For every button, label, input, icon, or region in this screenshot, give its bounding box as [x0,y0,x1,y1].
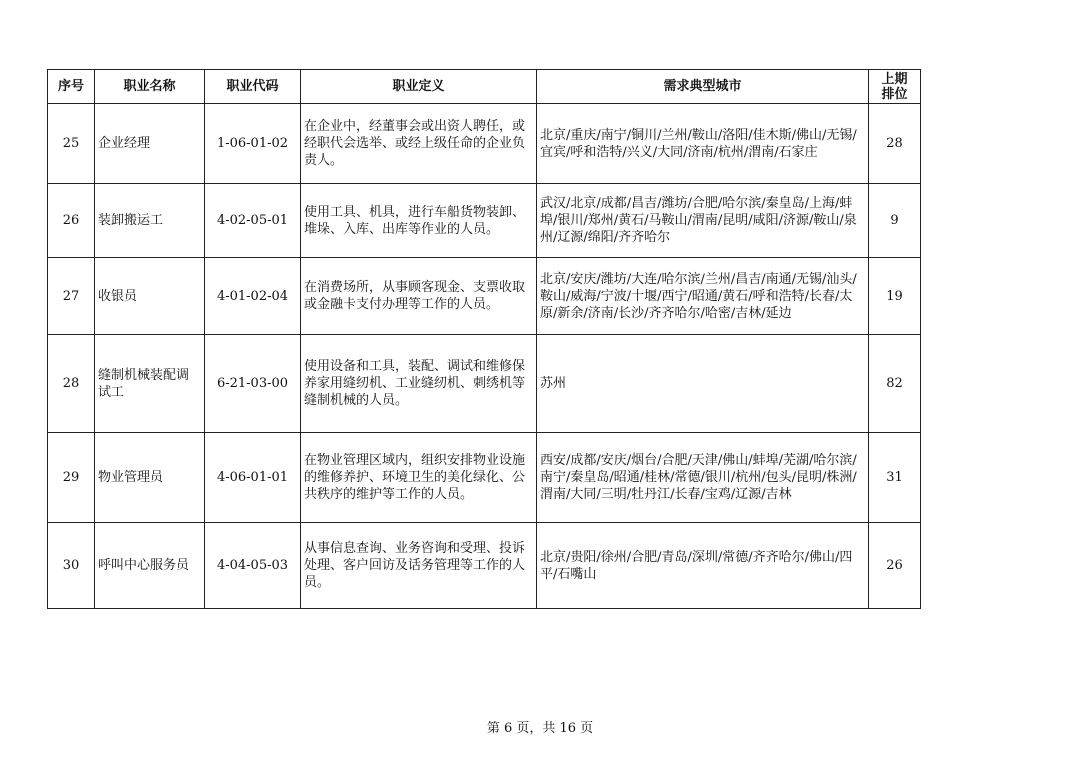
header-no: 序号 [48,70,95,104]
cell-typical-cities: 武汉/北京/成都/昌吉/潍坊/合肥/哈尔滨/秦皇岛/上海/蚌埠/银川/郑州/黄石/马鞍山/渭南/昆明/咸阳/济源/鞍山/泉州/辽源/绵阳/齐齐哈尔 [537,184,869,258]
table-row [48,258,921,335]
cell-typical-cities: 苏州 [537,335,869,433]
cell-occupation-code: 6-21-03-00 [205,335,301,433]
header-previous-rank: 上期排位 [869,70,921,104]
header-occupation-definition: 职业定义 [301,70,537,104]
cell-occupation-name: 呼叫中心服务员 [95,523,205,609]
cell-previous-rank: 31 [869,433,921,523]
cell-occupation-definition: 在企业中，经董事会或出资人聘任，或经职代会选举、或经上级任命的企业负责人。 [301,104,537,184]
cell-occupation-definition: 在物业管理区域内，组织安排物业设施的维修养护、环境卫生的美化绿化、公共秩序的维护等工作的人员。 [301,433,537,523]
table-row [48,523,921,609]
cell-typical-cities: 西安/成都/安庆/烟台/合肥/天津/佛山/蚌埠/芜湖/哈尔滨/南宁/秦皇岛/昭通/桂林/常德/银川/杭州/包头/昆明/株洲/渭南/大同/三明/牡丹江/长春/宝鸡/辽源/吉林 [537,433,869,523]
cell-typical-cities: 北京/贵阳/徐州/合肥/青岛/深圳/常德/齐齐哈尔/佛山/四平/石嘴山 [537,523,869,609]
cell-occupation-name: 缝制机械装配调试工 [95,335,205,433]
cell-no: 30 [48,523,95,609]
table-row [48,104,921,184]
cell-occupation-name: 企业经理 [95,104,205,184]
table-row [48,433,921,523]
cell-occupation-code: 1-06-01-02 [205,104,301,184]
header-occupation-code: 职业代码 [205,70,301,104]
header-typical-cities: 需求典型城市 [537,70,869,104]
cell-occupation-code: 4-04-05-03 [205,523,301,609]
cell-no: 29 [48,433,95,523]
table-header [48,70,921,104]
table-row [48,335,921,433]
cell-occupation-name: 装卸搬运工 [95,184,205,258]
cell-typical-cities: 北京/安庆/潍坊/大连/哈尔滨/兰州/昌吉/南通/无锡/汕头/鞍山/威海/宁波/十堰/西宁/昭通/黄石/呼和浩特/长春/太原/新余/济南/长沙/齐齐哈尔/哈密/吉林/延边 [537,258,869,335]
cell-previous-rank: 19 [869,258,921,335]
cell-occupation-name: 收银员 [95,258,205,335]
cell-no: 26 [48,184,95,258]
cell-occupation-code: 4-01-02-04 [205,258,301,335]
header-row [48,70,921,104]
cell-no: 27 [48,258,95,335]
cell-occupation-definition: 使用工具、机具，进行车船货物装卸、堆垛、入库、出库等作业的人员。 [301,184,537,258]
page-number-footer: 第 6 页，共 16 页 [486,721,594,736]
cell-previous-rank: 26 [869,523,921,609]
cell-occupation-definition: 在消费场所，从事顾客现金、支票收取或金融卡支付办理等工作的人员。 [301,258,537,335]
occupation-demand-table [47,69,921,609]
cell-occupation-code: 4-02-05-01 [205,184,301,258]
header-occupation-name: 职业名称 [95,70,205,104]
cell-occupation-name: 物业管理员 [95,433,205,523]
cell-previous-rank: 9 [869,184,921,258]
cell-no: 28 [48,335,95,433]
cell-no: 25 [48,104,95,184]
cell-typical-cities: 北京/重庆/南宁/铜川/兰州/鞍山/洛阳/佳木斯/佛山/无锡/宜宾/呼和浩特/兴义/大同/济南/杭州/渭南/石家庄 [537,104,869,184]
table-body [48,104,921,609]
cell-previous-rank: 82 [869,335,921,433]
cell-occupation-code: 4-06-01-01 [205,433,301,523]
cell-occupation-definition: 从事信息查询、业务咨询和受理、投诉处理、客户回访及话务管理等工作的人员。 [301,523,537,609]
cell-occupation-definition: 使用设备和工具，装配、调试和维修保养家用缝纫机、工业缝纫机、刺绣机等缝制机械的人员。 [301,335,537,433]
table-row [48,184,921,258]
cell-previous-rank: 28 [869,104,921,184]
